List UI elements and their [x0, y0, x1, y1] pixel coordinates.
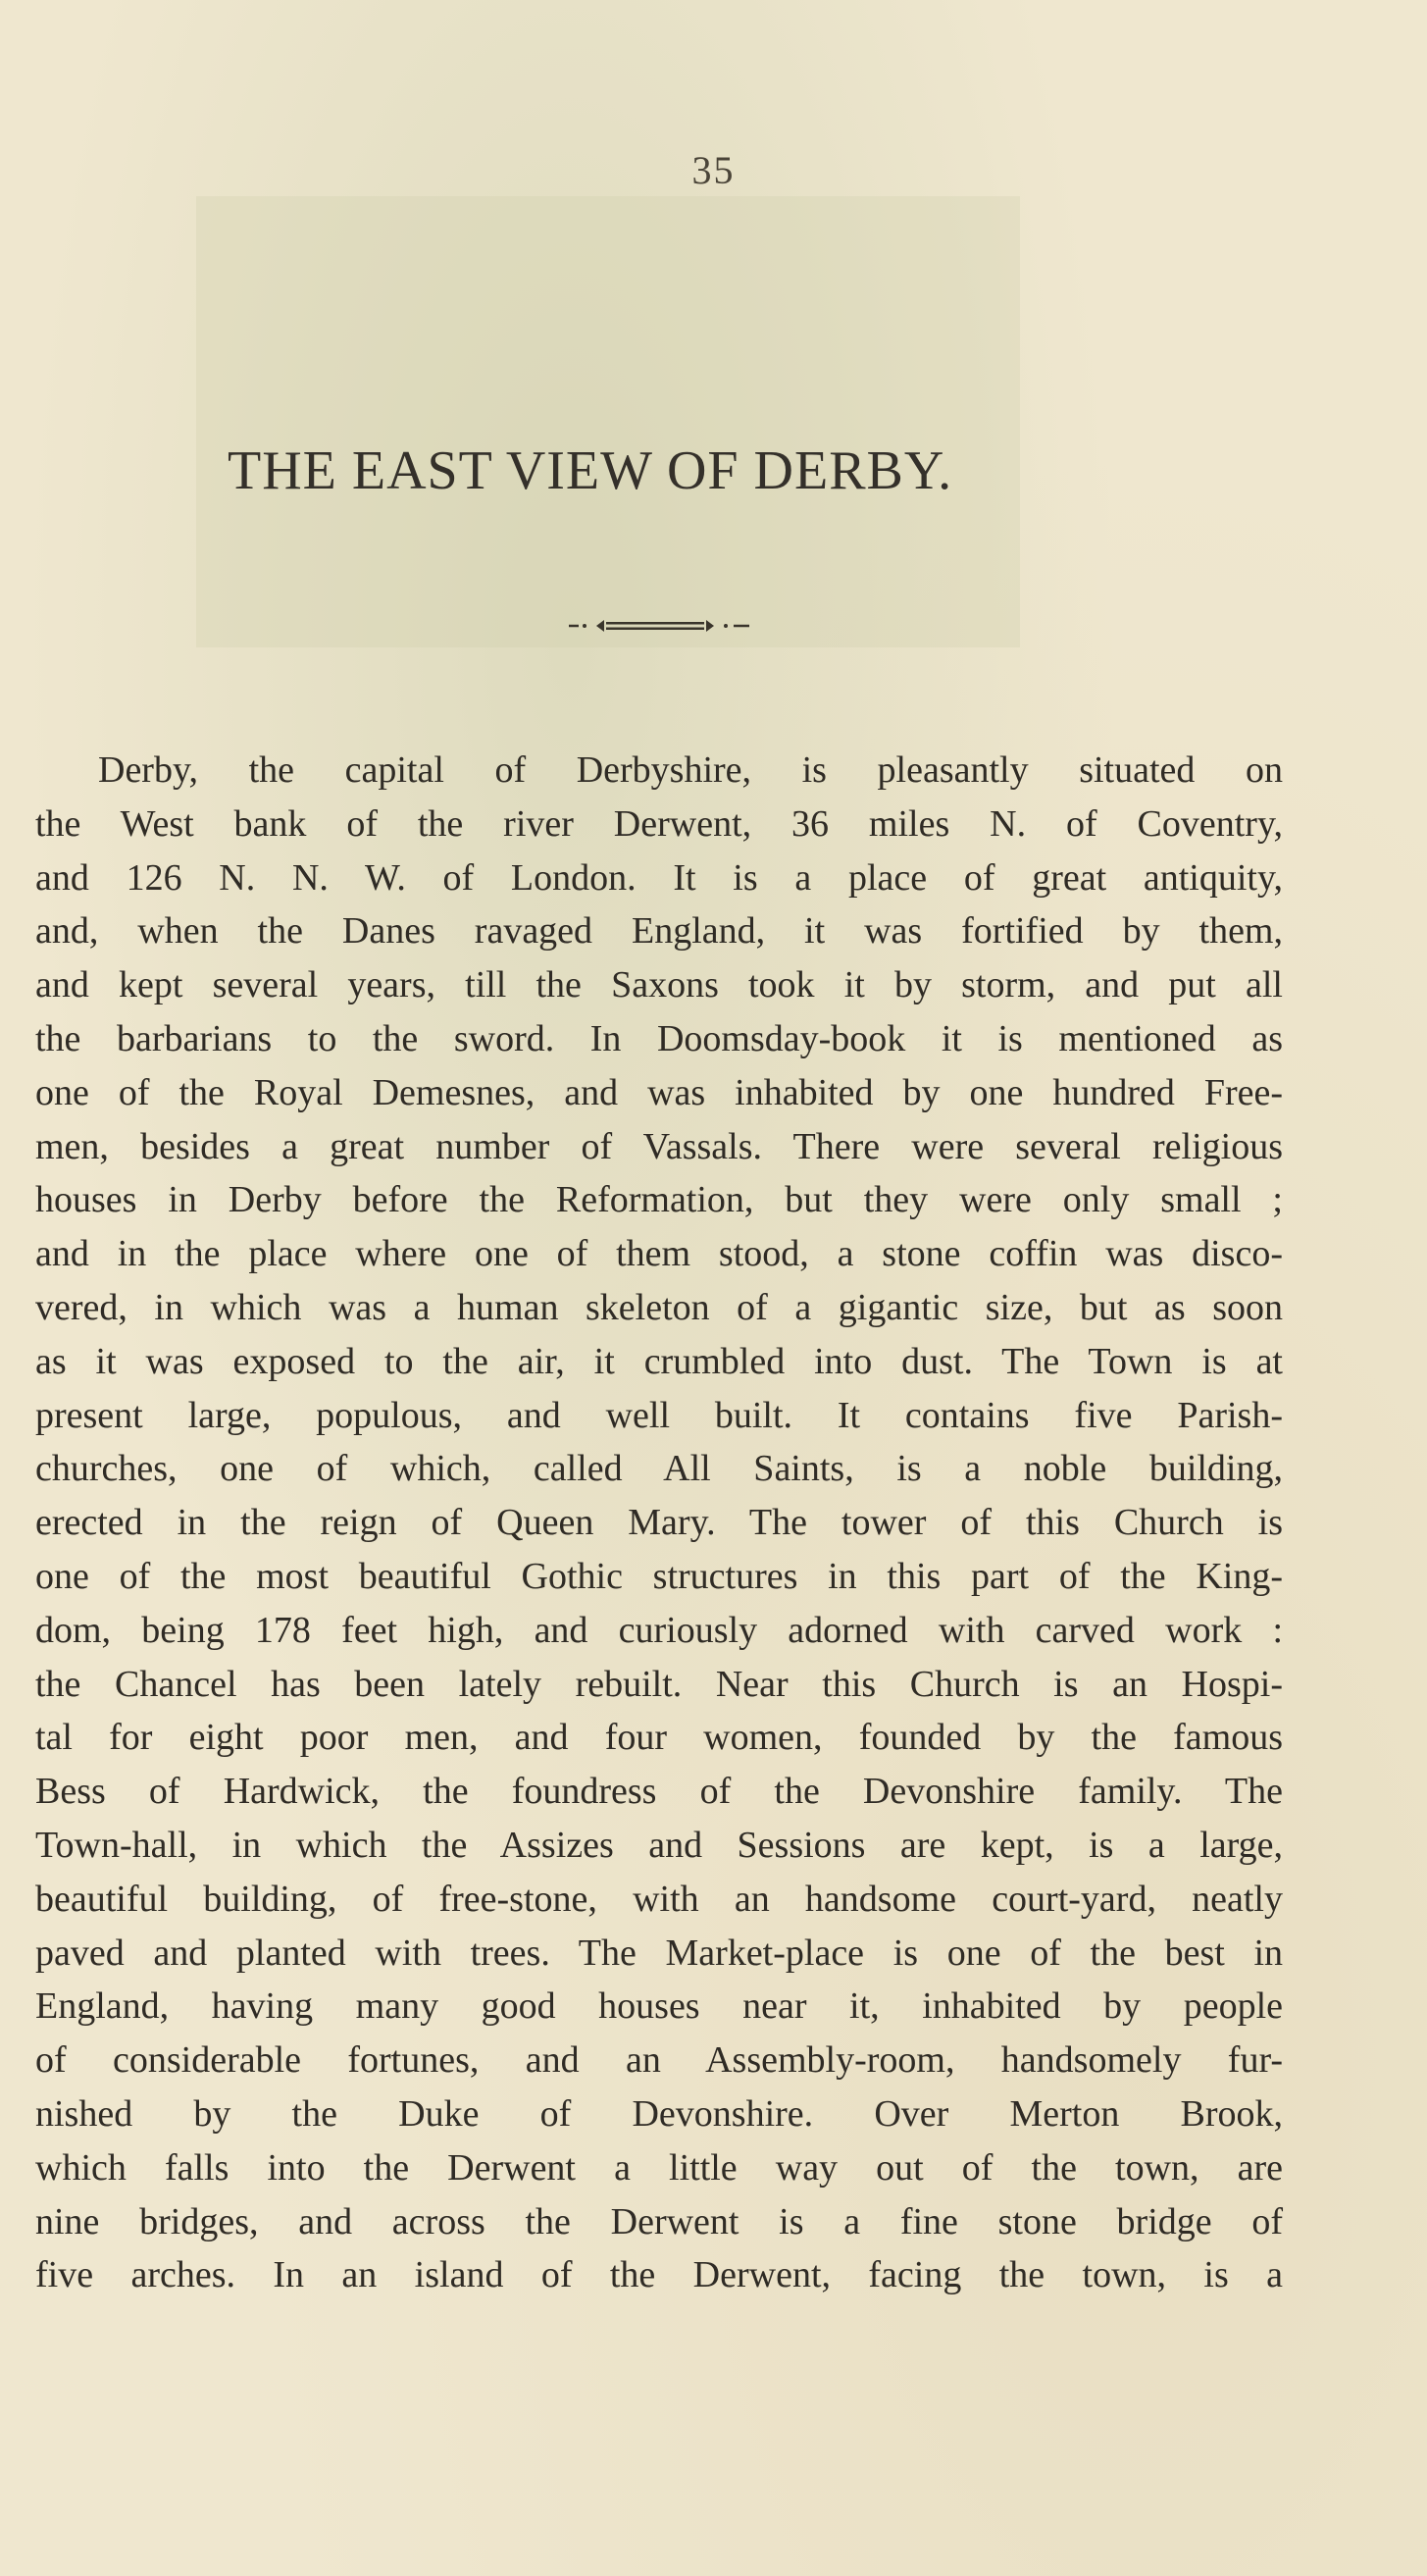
text-line: of considerable fortunes, and an Assembly-room, handsomely fur-	[35, 2039, 1283, 2082]
text-line: the West bank of the river Derwent, 36 miles N. of Coventry,	[35, 802, 1283, 845]
text-line: and, when the Danes ravaged England, it was fortified by them,	[35, 910, 1283, 953]
text-line: one of the most beautiful Gothic structures in this part of the King-	[35, 1555, 1283, 1597]
text-line: nished by the Duke of Devonshire. Over Merton Brook,	[35, 2092, 1283, 2135]
text-line: and in the place where one of them stood, a stone coffin was disco-	[35, 1233, 1283, 1275]
ornament-rule-icon	[567, 618, 753, 634]
text-line: churches, one of which, called All Saints, is a noble building,	[35, 1448, 1283, 1490]
text-line: beautiful building, of free-stone, with an handsome court-yard, neatly	[35, 1878, 1283, 1920]
text-line: five arches. In an island of the Derwent, facing the town, is a	[35, 2254, 1283, 2296]
text-line: tal for eight poor men, and four women, founded by the famous	[35, 1717, 1283, 1759]
text-line: as it was exposed to the air, it crumbled into dust. The Town is at	[35, 1340, 1283, 1382]
text-line: which falls into the Derwent a little way out of the town, are	[35, 2146, 1283, 2189]
show-through-shadow	[196, 196, 1020, 647]
text-line: Bess of Hardwick, the foundress of the Devonshire family. The	[35, 1771, 1283, 1813]
text-line: dom, being 178 feet high, and curiously adorned with carved work :	[35, 1609, 1283, 1651]
text-line: paved and planted with trees. The Market-place is one of the best in	[35, 1932, 1283, 1974]
text-line: England, having many good houses near it, inhabited by people	[35, 1985, 1283, 2028]
text-line: vered, in which was a human skeleton of a gigantic size, but as soon	[35, 1286, 1283, 1328]
text-line: the Chancel has been lately rebuilt. Near this Church is an Hospi-	[35, 1663, 1283, 1705]
text-line: men, besides a great number of Vassals. There were several religious	[35, 1125, 1283, 1167]
page-number: 35	[691, 148, 736, 192]
text-line: and kept several years, till the Saxons took it by storm, and put all	[35, 964, 1283, 1006]
text-line: nine bridges, and across the Derwent is a fine stone bridge of	[35, 2200, 1283, 2242]
page-title: THE EAST VIEW OF DERBY.	[228, 440, 953, 501]
text-line: Derby, the capital of Derbyshire, is pleasantly situated on	[98, 749, 1283, 791]
text-line: erected in the reign of Queen Mary. The tower of this Church is	[35, 1502, 1283, 1544]
text-line: present large, populous, and well built. It contains five Parish-	[35, 1394, 1283, 1436]
text-line: Town-hall, in which the Assizes and Sessions are kept, is a large,	[35, 1824, 1283, 1866]
text-line: houses in Derby before the Reformation, but they were only small ;	[35, 1179, 1283, 1221]
body-text	[35, 744, 1283, 2302]
text-line: and 126 N. N. W. of London. It is a place of great antiquity,	[35, 856, 1283, 899]
text-line: the barbarians to the sword. In Doomsday-book it is mentioned as	[35, 1017, 1283, 1059]
text-line: one of the Royal Demesnes, and was inhabited by one hundred Free-	[35, 1071, 1283, 1113]
